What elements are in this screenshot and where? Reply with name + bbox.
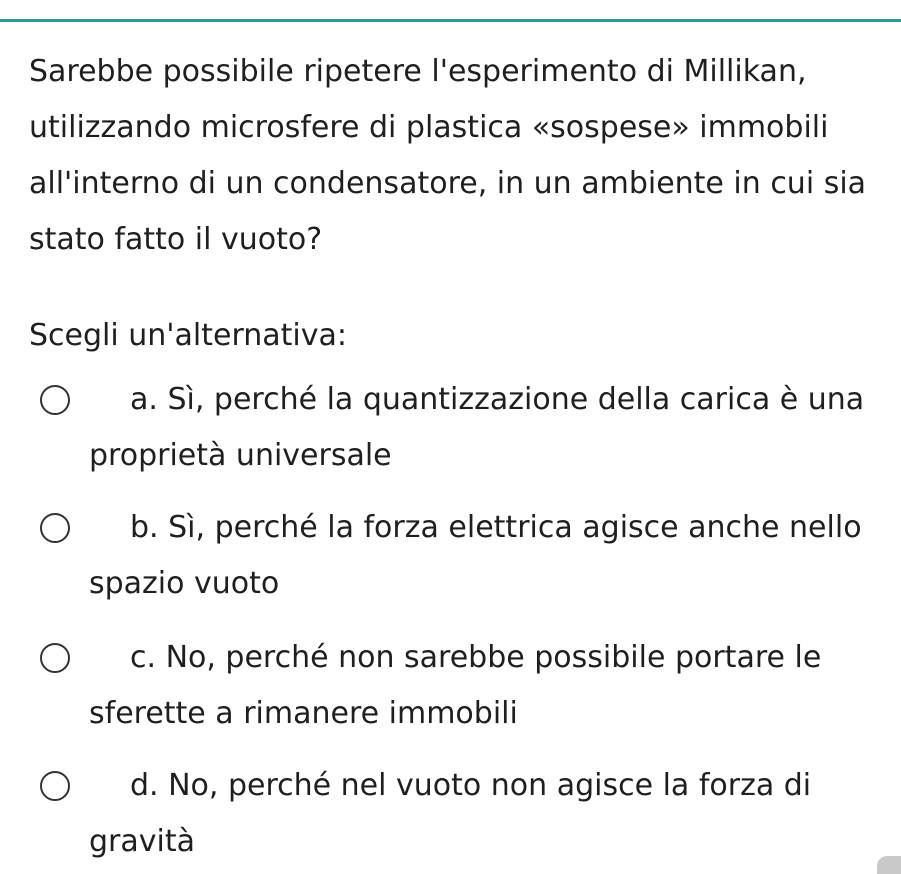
option-c[interactable] (0, 630, 901, 740)
option-d-label[interactable]: d. No, perché nel vuoto non agisce la forza di gravità (89, 768, 812, 859)
radio-button-b[interactable] (40, 513, 70, 543)
top-divider (0, 19, 901, 22)
question-text: Sarebbe possibile ripetere l'esperimento di Millikan, utilizzando microsfere di plastica «sospese» immobili all'interno di un condensatore, in un ambiente in cui sia stato fatto il vuoto? (29, 54, 867, 257)
option-a-label[interactable]: a. Sì, perché la quantizzazione della carica è una proprietà universale (89, 382, 865, 473)
radio-button-a[interactable] (40, 385, 70, 415)
radio-button-c[interactable] (40, 643, 70, 673)
option-b[interactable] (0, 500, 901, 610)
scroll-corner-handle[interactable] (877, 856, 901, 874)
option-c-label[interactable]: c. No, perché non sarebbe possibile portare le sferette a rimanere immobili (89, 640, 822, 731)
option-d[interactable] (0, 758, 901, 868)
choose-prompt: Scegli un'alternativa: (29, 318, 348, 353)
radio-button-d[interactable] (40, 771, 70, 801)
option-a[interactable] (0, 372, 901, 482)
option-b-label[interactable]: b. Sì, perché la forza elettrica agisce anche nello spazio vuoto (89, 510, 862, 601)
